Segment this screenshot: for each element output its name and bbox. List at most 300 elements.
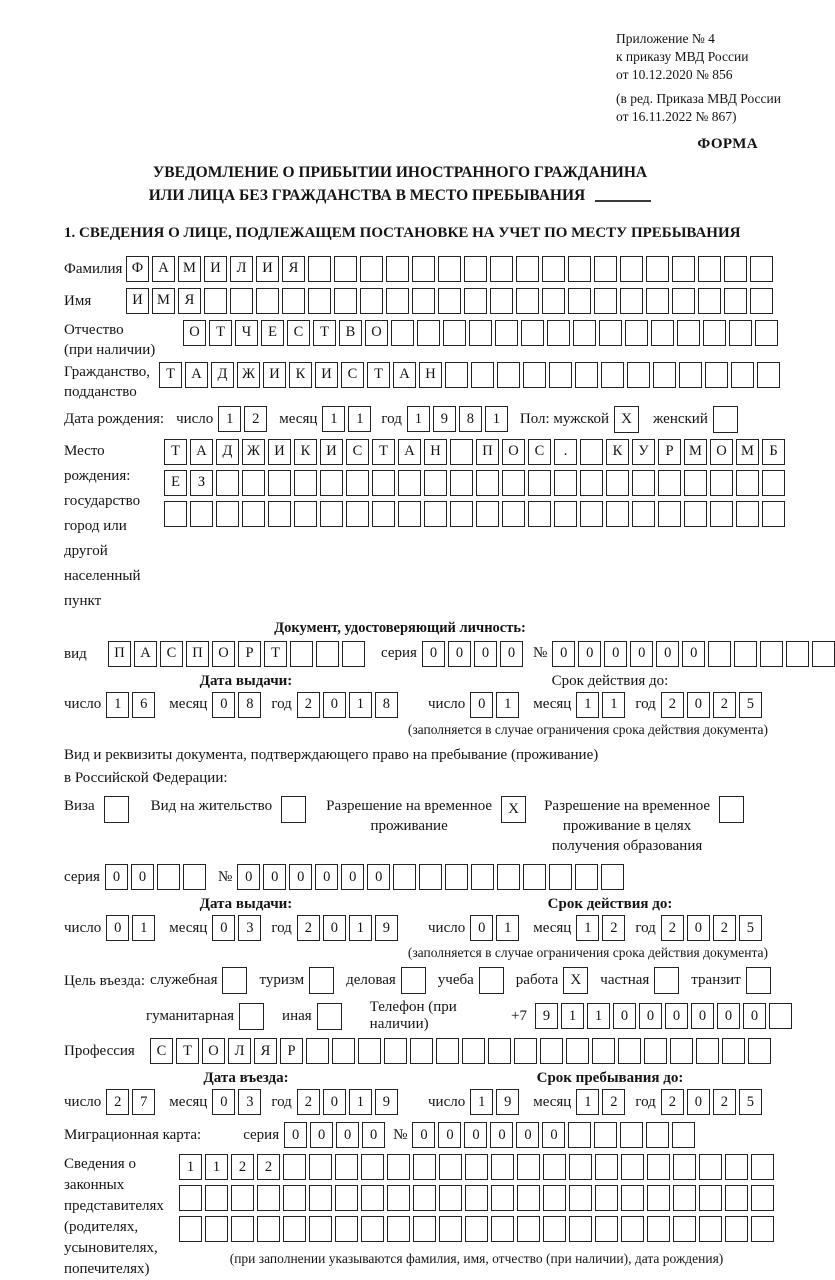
char-box[interactable] xyxy=(592,1038,615,1064)
char-box[interactable] xyxy=(256,288,279,314)
char-box[interactable]: 1 xyxy=(576,1089,599,1115)
char-box[interactable]: Т xyxy=(164,439,187,465)
char-box[interactable] xyxy=(736,501,759,527)
char-box[interactable] xyxy=(651,320,674,346)
char-box[interactable] xyxy=(257,1185,280,1211)
char-box[interactable] xyxy=(528,501,551,527)
char-box[interactable] xyxy=(580,439,603,465)
char-box[interactable]: 0 xyxy=(613,1003,636,1029)
char-box[interactable] xyxy=(308,256,331,282)
char-box[interactable]: Т xyxy=(372,439,395,465)
char-box[interactable]: А xyxy=(185,362,208,388)
char-box[interactable] xyxy=(601,864,624,890)
char-box[interactable]: 0 xyxy=(212,915,235,941)
char-box[interactable] xyxy=(205,1216,228,1242)
char-box[interactable] xyxy=(517,1154,540,1180)
char-box[interactable] xyxy=(438,256,461,282)
char-box[interactable] xyxy=(621,1154,644,1180)
char-box[interactable]: С xyxy=(160,641,183,667)
char-box[interactable] xyxy=(751,1185,774,1211)
char-box[interactable]: Е xyxy=(164,470,187,496)
char-box[interactable] xyxy=(523,864,546,890)
char-box[interactable] xyxy=(502,470,525,496)
char-box[interactable] xyxy=(410,1038,433,1064)
char-box[interactable]: 7 xyxy=(132,1089,155,1115)
char-box[interactable] xyxy=(762,470,785,496)
char-box[interactable] xyxy=(476,501,499,527)
char-box[interactable]: 0 xyxy=(639,1003,662,1029)
char-box[interactable]: 0 xyxy=(362,1122,385,1148)
char-box[interactable] xyxy=(491,1185,514,1211)
char-box[interactable] xyxy=(722,1038,745,1064)
char-box[interactable]: Ж xyxy=(237,362,260,388)
char-box[interactable]: Л xyxy=(230,256,253,282)
char-box[interactable] xyxy=(516,256,539,282)
char-box[interactable] xyxy=(699,1216,722,1242)
char-box[interactable] xyxy=(569,1216,592,1242)
char-box[interactable] xyxy=(750,288,773,314)
char-box[interactable] xyxy=(294,470,317,496)
char-box[interactable] xyxy=(361,1185,384,1211)
char-box[interactable] xyxy=(361,1216,384,1242)
char-box[interactable]: К xyxy=(294,439,317,465)
char-box[interactable]: И xyxy=(204,256,227,282)
char-box[interactable] xyxy=(179,1185,202,1211)
char-box[interactable]: К xyxy=(289,362,312,388)
char-box[interactable] xyxy=(401,967,426,994)
char-box[interactable]: 2 xyxy=(713,1089,736,1115)
char-box[interactable]: 1 xyxy=(496,915,519,941)
char-box[interactable] xyxy=(627,362,650,388)
char-box[interactable]: . xyxy=(554,439,577,465)
char-box[interactable] xyxy=(445,864,468,890)
char-box[interactable] xyxy=(673,1216,696,1242)
char-box[interactable] xyxy=(595,1154,618,1180)
char-box[interactable]: 1 xyxy=(587,1003,610,1029)
char-box[interactable] xyxy=(450,470,473,496)
char-box[interactable]: 0 xyxy=(665,1003,688,1029)
char-box[interactable]: 0 xyxy=(578,641,601,667)
char-box[interactable]: О xyxy=(183,320,206,346)
char-box[interactable]: 0 xyxy=(448,641,471,667)
char-box[interactable] xyxy=(424,470,447,496)
char-box[interactable]: 2 xyxy=(661,1089,684,1115)
char-box[interactable] xyxy=(599,320,622,346)
char-box[interactable] xyxy=(601,362,624,388)
char-box[interactable] xyxy=(497,864,520,890)
char-box[interactable]: 2 xyxy=(297,692,320,718)
char-box[interactable] xyxy=(268,470,291,496)
char-box[interactable]: П xyxy=(108,641,131,667)
char-box[interactable] xyxy=(724,256,747,282)
char-box[interactable] xyxy=(542,256,565,282)
char-box[interactable] xyxy=(230,288,253,314)
char-box[interactable] xyxy=(465,1216,488,1242)
char-box[interactable]: З xyxy=(190,470,213,496)
char-box[interactable] xyxy=(734,641,757,667)
char-box[interactable] xyxy=(703,320,726,346)
char-box[interactable] xyxy=(471,864,494,890)
char-box[interactable]: 0 xyxy=(687,692,710,718)
char-box[interactable] xyxy=(391,320,414,346)
char-box[interactable] xyxy=(755,320,778,346)
char-box[interactable]: 0 xyxy=(289,864,312,890)
char-box[interactable] xyxy=(736,470,759,496)
char-box[interactable] xyxy=(540,1038,563,1064)
char-box[interactable]: М xyxy=(736,439,759,465)
char-box[interactable] xyxy=(647,1154,670,1180)
char-box[interactable] xyxy=(104,796,129,823)
char-box[interactable]: Я xyxy=(178,288,201,314)
char-box[interactable] xyxy=(646,288,669,314)
char-box[interactable]: 5 xyxy=(739,1089,762,1115)
char-box[interactable] xyxy=(699,1185,722,1211)
char-box[interactable] xyxy=(647,1216,670,1242)
char-box[interactable]: 0 xyxy=(310,1122,333,1148)
char-box[interactable]: У xyxy=(632,439,655,465)
char-box[interactable] xyxy=(769,1003,792,1029)
char-box[interactable] xyxy=(439,1154,462,1180)
char-box[interactable] xyxy=(751,1154,774,1180)
char-box[interactable]: 2 xyxy=(297,915,320,941)
char-box[interactable] xyxy=(372,501,395,527)
char-box[interactable] xyxy=(708,641,731,667)
char-box[interactable] xyxy=(216,470,239,496)
char-box[interactable]: 0 xyxy=(630,641,653,667)
char-box[interactable] xyxy=(625,320,648,346)
char-box[interactable]: И xyxy=(268,439,291,465)
char-box[interactable] xyxy=(398,501,421,527)
char-box[interactable] xyxy=(786,641,809,667)
char-box[interactable] xyxy=(523,362,546,388)
char-box[interactable] xyxy=(812,641,835,667)
char-box[interactable] xyxy=(725,1154,748,1180)
char-box[interactable]: 1 xyxy=(485,406,508,432)
char-box[interactable]: 2 xyxy=(602,915,625,941)
char-box[interactable] xyxy=(387,1154,410,1180)
char-box[interactable] xyxy=(231,1216,254,1242)
char-box[interactable]: 5 xyxy=(739,692,762,718)
char-box[interactable] xyxy=(646,256,669,282)
char-box[interactable] xyxy=(568,1122,591,1148)
char-box[interactable] xyxy=(653,362,676,388)
char-box[interactable]: 9 xyxy=(375,915,398,941)
char-box[interactable] xyxy=(699,1154,722,1180)
char-box[interactable] xyxy=(242,501,265,527)
char-box[interactable] xyxy=(748,1038,771,1064)
char-box[interactable]: Т xyxy=(264,641,287,667)
char-box[interactable] xyxy=(491,1154,514,1180)
char-box[interactable] xyxy=(216,501,239,527)
char-box[interactable]: К xyxy=(606,439,629,465)
char-box[interactable]: X xyxy=(563,967,588,994)
char-box[interactable]: 0 xyxy=(552,641,575,667)
char-box[interactable]: 0 xyxy=(106,915,129,941)
char-box[interactable]: П xyxy=(186,641,209,667)
char-box[interactable]: И xyxy=(126,288,149,314)
char-box[interactable] xyxy=(547,320,570,346)
char-box[interactable]: 2 xyxy=(661,692,684,718)
char-box[interactable]: М xyxy=(152,288,175,314)
char-box[interactable] xyxy=(621,1216,644,1242)
char-box[interactable]: О xyxy=(202,1038,225,1064)
char-box[interactable] xyxy=(528,470,551,496)
char-box[interactable] xyxy=(750,256,773,282)
char-box[interactable] xyxy=(294,501,317,527)
char-box[interactable] xyxy=(450,501,473,527)
char-box[interactable] xyxy=(413,1185,436,1211)
char-box[interactable] xyxy=(554,470,577,496)
char-box[interactable] xyxy=(479,967,504,994)
char-box[interactable] xyxy=(568,256,591,282)
char-box[interactable] xyxy=(257,1216,280,1242)
char-box[interactable] xyxy=(705,362,728,388)
char-box[interactable] xyxy=(490,288,513,314)
char-box[interactable]: 1 xyxy=(576,692,599,718)
char-box[interactable]: Л xyxy=(228,1038,251,1064)
char-box[interactable] xyxy=(490,256,513,282)
char-box[interactable]: Р xyxy=(658,439,681,465)
char-box[interactable] xyxy=(725,1216,748,1242)
char-box[interactable]: 0 xyxy=(464,1122,487,1148)
char-box[interactable]: Т xyxy=(313,320,336,346)
char-box[interactable] xyxy=(658,470,681,496)
char-box[interactable] xyxy=(412,256,435,282)
char-box[interactable]: Б xyxy=(762,439,785,465)
char-box[interactable] xyxy=(725,1185,748,1211)
char-box[interactable] xyxy=(335,1185,358,1211)
char-box[interactable]: Р xyxy=(238,641,261,667)
char-box[interactable] xyxy=(575,362,598,388)
char-box[interactable] xyxy=(606,470,629,496)
char-box[interactable]: С xyxy=(287,320,310,346)
char-box[interactable]: 8 xyxy=(375,692,398,718)
char-box[interactable] xyxy=(618,1038,641,1064)
char-box[interactable] xyxy=(239,1003,264,1030)
char-box[interactable] xyxy=(183,864,206,890)
char-box[interactable]: Н xyxy=(419,362,442,388)
char-box[interactable] xyxy=(268,501,291,527)
char-box[interactable]: П xyxy=(476,439,499,465)
char-box[interactable] xyxy=(290,641,313,667)
char-box[interactable] xyxy=(710,501,733,527)
char-box[interactable]: Я xyxy=(282,256,305,282)
char-box[interactable] xyxy=(569,1154,592,1180)
char-box[interactable]: 0 xyxy=(323,1089,346,1115)
char-box[interactable]: О xyxy=(710,439,733,465)
char-box[interactable] xyxy=(386,256,409,282)
char-box[interactable]: 0 xyxy=(516,1122,539,1148)
char-box[interactable]: 2 xyxy=(661,915,684,941)
char-box[interactable] xyxy=(620,288,643,314)
char-box[interactable] xyxy=(517,1185,540,1211)
char-box[interactable] xyxy=(543,1154,566,1180)
char-box[interactable] xyxy=(334,288,357,314)
char-box[interactable] xyxy=(698,288,721,314)
char-box[interactable] xyxy=(517,1216,540,1242)
char-box[interactable] xyxy=(334,256,357,282)
char-box[interactable] xyxy=(580,470,603,496)
char-box[interactable] xyxy=(595,1216,618,1242)
char-box[interactable] xyxy=(724,288,747,314)
char-box[interactable]: 0 xyxy=(691,1003,714,1029)
char-box[interactable] xyxy=(360,288,383,314)
char-box[interactable]: А xyxy=(393,362,416,388)
char-box[interactable]: М xyxy=(178,256,201,282)
char-box[interactable] xyxy=(549,362,572,388)
char-box[interactable]: 2 xyxy=(231,1154,254,1180)
char-box[interactable]: 8 xyxy=(238,692,261,718)
char-box[interactable] xyxy=(419,864,442,890)
char-box[interactable] xyxy=(672,1122,695,1148)
char-box[interactable] xyxy=(306,1038,329,1064)
char-box[interactable]: 9 xyxy=(375,1089,398,1115)
char-box[interactable]: 0 xyxy=(336,1122,359,1148)
char-box[interactable] xyxy=(647,1185,670,1211)
char-box[interactable] xyxy=(384,1038,407,1064)
char-box[interactable] xyxy=(488,1038,511,1064)
char-box[interactable]: 0 xyxy=(682,641,705,667)
char-box[interactable] xyxy=(445,362,468,388)
char-box[interactable] xyxy=(222,967,247,994)
char-box[interactable]: А xyxy=(190,439,213,465)
char-box[interactable] xyxy=(594,288,617,314)
char-box[interactable] xyxy=(491,1216,514,1242)
char-box[interactable] xyxy=(465,1154,488,1180)
char-box[interactable]: X xyxy=(501,796,526,823)
char-box[interactable] xyxy=(497,362,520,388)
char-box[interactable] xyxy=(346,470,369,496)
char-box[interactable] xyxy=(346,501,369,527)
char-box[interactable]: 1 xyxy=(205,1154,228,1180)
char-box[interactable] xyxy=(654,967,679,994)
char-box[interactable]: 0 xyxy=(717,1003,740,1029)
char-box[interactable]: 0 xyxy=(604,641,627,667)
char-box[interactable] xyxy=(713,406,738,433)
char-box[interactable]: 2 xyxy=(106,1089,129,1115)
char-box[interactable]: 1 xyxy=(218,406,241,432)
char-box[interactable]: 0 xyxy=(743,1003,766,1029)
char-box[interactable] xyxy=(679,362,702,388)
char-box[interactable] xyxy=(516,288,539,314)
char-box[interactable] xyxy=(746,967,771,994)
char-box[interactable] xyxy=(673,1154,696,1180)
char-box[interactable] xyxy=(393,864,416,890)
char-box[interactable]: 1 xyxy=(132,915,155,941)
char-box[interactable]: 9 xyxy=(433,406,456,432)
char-box[interactable] xyxy=(335,1154,358,1180)
char-box[interactable] xyxy=(620,1122,643,1148)
char-box[interactable] xyxy=(595,1185,618,1211)
char-box[interactable] xyxy=(190,501,213,527)
char-box[interactable]: 3 xyxy=(238,915,261,941)
char-box[interactable] xyxy=(317,1003,342,1030)
char-box[interactable] xyxy=(542,288,565,314)
char-box[interactable]: X xyxy=(614,406,639,433)
char-box[interactable] xyxy=(673,1185,696,1211)
char-box[interactable]: 0 xyxy=(341,864,364,890)
char-box[interactable] xyxy=(398,470,421,496)
char-box[interactable]: Т xyxy=(159,362,182,388)
char-box[interactable] xyxy=(309,967,334,994)
char-box[interactable]: 2 xyxy=(713,915,736,941)
char-box[interactable] xyxy=(543,1216,566,1242)
char-box[interactable] xyxy=(684,470,707,496)
char-box[interactable] xyxy=(360,256,383,282)
char-box[interactable]: 0 xyxy=(105,864,128,890)
char-box[interactable] xyxy=(621,1185,644,1211)
char-box[interactable] xyxy=(594,1122,617,1148)
char-box[interactable]: 0 xyxy=(131,864,154,890)
char-box[interactable]: И xyxy=(320,439,343,465)
char-box[interactable] xyxy=(698,256,721,282)
char-box[interactable]: И xyxy=(263,362,286,388)
char-box[interactable]: 0 xyxy=(323,915,346,941)
char-box[interactable] xyxy=(361,1154,384,1180)
char-box[interactable] xyxy=(439,1185,462,1211)
char-box[interactable] xyxy=(283,1216,306,1242)
char-box[interactable]: 2 xyxy=(713,692,736,718)
char-box[interactable] xyxy=(729,320,752,346)
char-box[interactable] xyxy=(568,288,591,314)
char-box[interactable] xyxy=(606,501,629,527)
char-box[interactable] xyxy=(283,1154,306,1180)
char-box[interactable] xyxy=(387,1185,410,1211)
char-box[interactable]: Т xyxy=(209,320,232,346)
char-box[interactable] xyxy=(632,501,655,527)
char-box[interactable]: 0 xyxy=(284,1122,307,1148)
char-box[interactable] xyxy=(283,1185,306,1211)
char-box[interactable]: 0 xyxy=(500,641,523,667)
char-box[interactable]: 2 xyxy=(297,1089,320,1115)
char-box[interactable] xyxy=(309,1154,332,1180)
char-box[interactable]: О xyxy=(212,641,235,667)
char-box[interactable] xyxy=(549,864,572,890)
char-box[interactable] xyxy=(464,288,487,314)
char-box[interactable] xyxy=(320,501,343,527)
char-box[interactable]: 0 xyxy=(422,641,445,667)
char-box[interactable]: С xyxy=(528,439,551,465)
char-box[interactable]: 1 xyxy=(349,1089,372,1115)
char-box[interactable] xyxy=(386,288,409,314)
char-box[interactable]: Д xyxy=(211,362,234,388)
char-box[interactable] xyxy=(316,641,339,667)
char-box[interactable]: 1 xyxy=(322,406,345,432)
char-box[interactable]: М xyxy=(684,439,707,465)
char-box[interactable]: 5 xyxy=(739,915,762,941)
char-box[interactable]: С xyxy=(346,439,369,465)
char-box[interactable] xyxy=(309,1216,332,1242)
char-box[interactable]: Ч xyxy=(235,320,258,346)
char-box[interactable]: Е xyxy=(261,320,284,346)
char-box[interactable] xyxy=(157,864,180,890)
char-box[interactable] xyxy=(757,362,780,388)
char-box[interactable] xyxy=(242,470,265,496)
char-box[interactable]: 0 xyxy=(470,915,493,941)
char-box[interactable]: Ж xyxy=(242,439,265,465)
char-box[interactable]: Н xyxy=(424,439,447,465)
char-box[interactable]: Я xyxy=(254,1038,277,1064)
char-box[interactable]: И xyxy=(256,256,279,282)
char-box[interactable] xyxy=(632,470,655,496)
char-box[interactable] xyxy=(443,320,466,346)
char-box[interactable] xyxy=(436,1038,459,1064)
char-box[interactable] xyxy=(464,256,487,282)
char-box[interactable]: 0 xyxy=(656,641,679,667)
char-box[interactable] xyxy=(731,362,754,388)
char-box[interactable]: О xyxy=(502,439,525,465)
char-box[interactable] xyxy=(372,470,395,496)
